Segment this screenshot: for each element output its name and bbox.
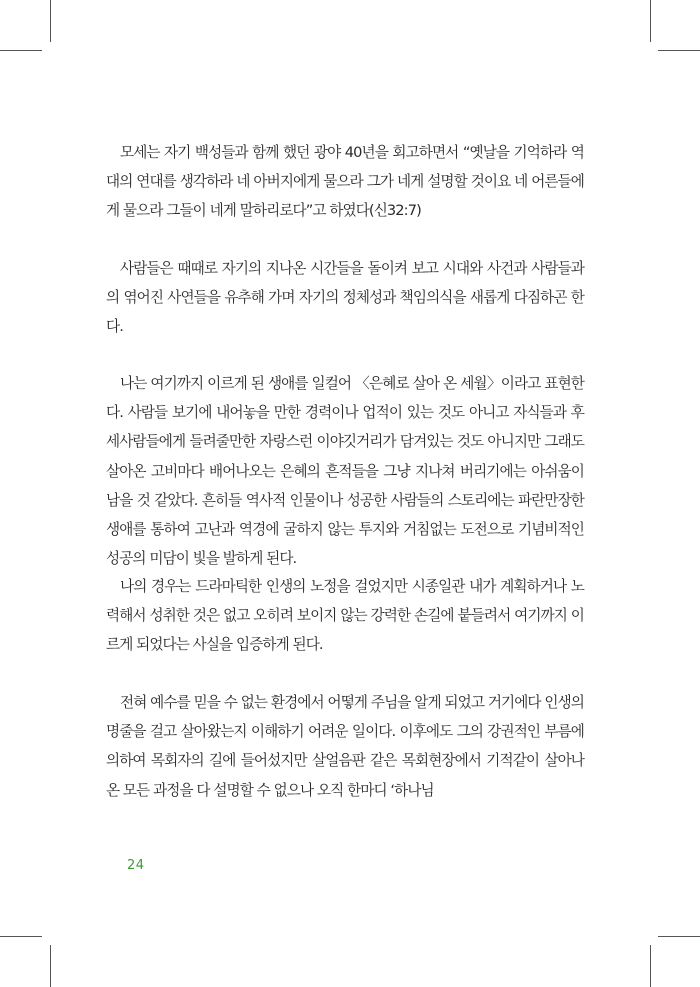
paragraph: 나의 경우는 드라마틱한 인생의 노정을 걸었지만 시종일관 내가 계획하거나 노력해서 성취한 것은 없고 오히려 보이지 않는 강력한 손길에 붙들려서 여기까지 이르게 되었다는 사실을 입증하게 된다. [106,578,584,654]
crop-mark-bottom-left-h [0,936,42,937]
crop-mark-top-left-h [0,50,42,51]
paragraph: 사람들은 때때로 자기의 지나온 시간들을 돌이켜 보고 시대와 사건과 사람들과의 엮어진 사연들을 유추해 가며 자기의 정체성과 책임의식을 새롭게 다짐하곤 한다. [106,260,584,336]
crop-mark-bottom-right-h [658,936,700,937]
paragraph: 나는 여기까지 이르게 된 생애를 일컬어 〈은혜로 살아 온 세월〉이라고 표현한다. 사람들 보기에 내어놓을 만한 경력이나 업적이 있는 것도 아니고 자식들과 후세사람들에게 들려줄만한 자랑스런 이야깃거리가 담겨있는 것도 아니지만 그래도 살아온 고비마다 배어나오는 은혜의 흔적들을 그냥 지나쳐 버리기에는 아쉬움이 남을 것 같았다. 흔히들 역사적 인물이나 성공한 사람들의 스토리에는 파란만장한 생애를 통하여 고난과 역경에 굴하지 않는 투지와 거침없는 도전으로 기념비적인 성공의 미담이 빛을 발하게 된다. [106,375,584,568]
crop-mark-top-left-v [50,0,51,42]
page-number: 24 [127,858,145,873]
crop-mark-top-right-h [658,50,700,51]
crop-mark-bottom-left-v [50,945,51,987]
paragraph: 모세는 자기 백성들과 함께 했던 광야 40년을 회고하면서 “옛날을 기억하라 역대의 연대를 생각하라 네 아버지에게 물으라 그가 네게 설명할 것이요 네 어른들에게 물으라 그들이 네게 말하리로다”고 하였다(신32:7) [106,144,584,220]
paragraph: 전혀 예수를 믿을 수 없는 환경에서 어떻게 주님을 알게 되었고 거기에다 인생의 명줄을 걸고 살아왔는지 이해하기 어려운 일이다. 이후에도 그의 강권적인 부름에 의하여 목회자의 길에 들어섰지만 살얼음판 같은 목회현장에서 기적같이 살아나온 모든 과정을 다 설명할 수 없으나 오직 한마디 ‘하나님 [106,694,584,799]
crop-mark-top-right-v [650,0,651,42]
crop-mark-bottom-right-v [650,945,651,987]
